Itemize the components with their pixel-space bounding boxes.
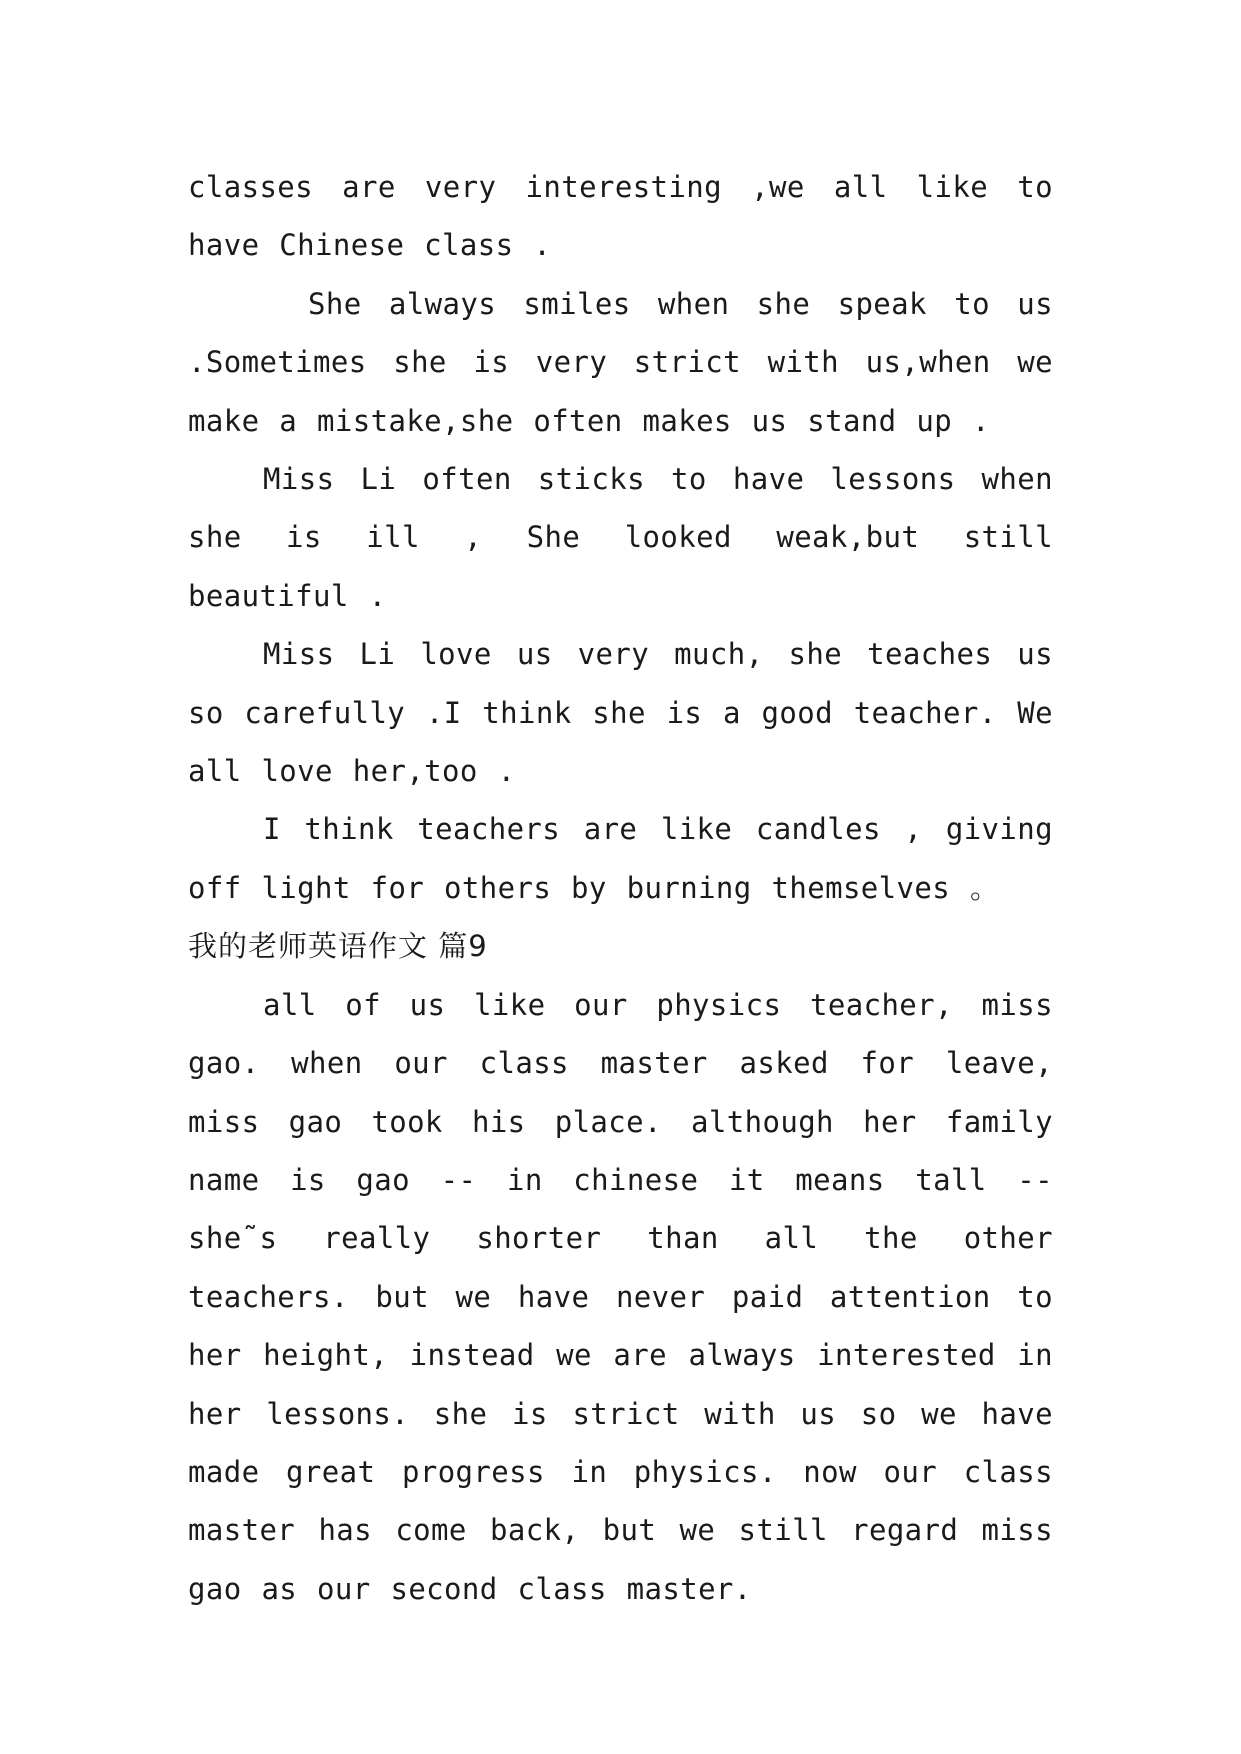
- paragraph-love-us: Miss Li love us very much, she teaches us so carefully .I think she is a good teacher. We all love her,too .: [188, 637, 1053, 789]
- document-body: [188, 158, 1053, 1618]
- paragraph-sticks-to-lessons: Miss Li often sticks to have lessons when she is ill , She looked weak,but still beautiful .: [188, 462, 1053, 613]
- section-heading: 我的老师英语作文 篇9: [188, 929, 488, 964]
- paragraph-physics-teacher: all of us like our physics teacher, miss gao. when our class master asked for leave, miss gao took his place. although her family name is gao -- in chinese it means tall -- she˜s really shorter than all the other teachers. but we have never paid attention to her height, instead we are always interested in her lessons. she is strict with us so we have made great progress in physics. now our class master has come back, but we still regard miss gao as our second class master.: [188, 987, 1053, 1606]
- paragraph-smiles: She always smiles when she speak to us .Sometimes she is very strict with us,when we make a mistake,she often makes us stand up .: [188, 286, 1053, 438]
- paragraph-candles: I think teachers are like candles , giving off light for others by burning themselves 。: [188, 812, 1053, 905]
- paragraph-chinese-class: classes are very interesting ,we all like to have Chinese class .: [188, 170, 1053, 263]
